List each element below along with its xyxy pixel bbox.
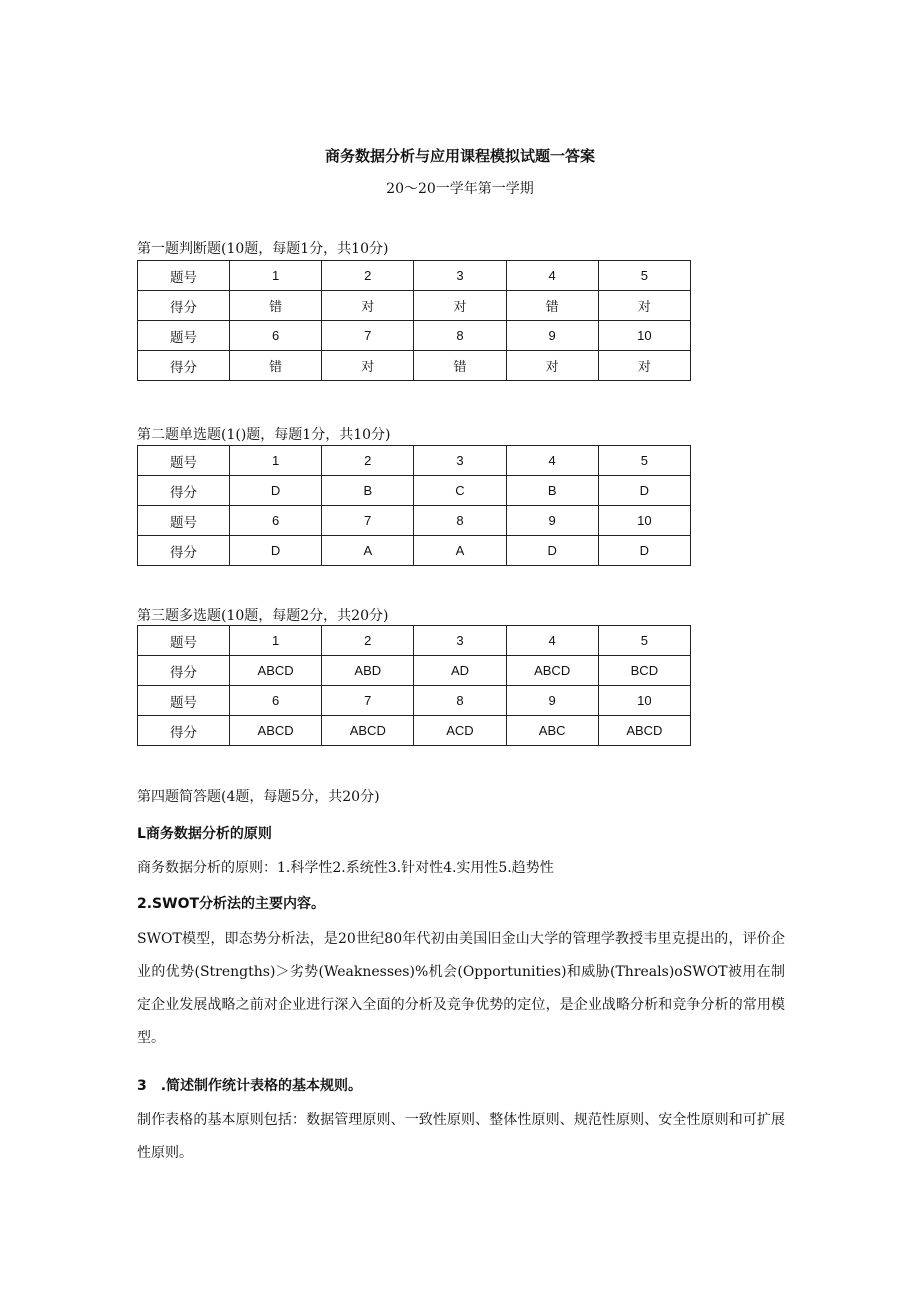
row-label-cell: 题号 [138, 626, 230, 656]
table-cell: 对 [506, 351, 598, 381]
table-cell: 10 [598, 686, 690, 716]
table-cell: ABCD [230, 656, 322, 686]
table-cell: 9 [506, 321, 598, 351]
table-cell: 错 [506, 291, 598, 321]
table-row [138, 291, 691, 321]
table-cell: 3 [414, 446, 506, 476]
section1-table [137, 260, 691, 381]
table-cell: 3 [414, 261, 506, 291]
section4-heading: 第四题简答题(4题，每题5分，共20分) [137, 789, 380, 805]
question-1-heading: L商务数据分析的原则 [137, 826, 272, 842]
row-label-cell: 得分 [138, 291, 230, 321]
table-row [138, 506, 691, 536]
table-cell: 10 [598, 321, 690, 351]
table-cell: 2 [322, 261, 414, 291]
question-2-heading: 2.SWOT分析法的主要内容。 [137, 896, 326, 912]
table-cell: 6 [230, 506, 322, 536]
table-cell: 10 [598, 506, 690, 536]
document-title: 商务数据分析与应用课程模拟试题一答案 [324, 147, 595, 165]
row-label-cell: 题号 [138, 506, 230, 536]
table-row [138, 261, 691, 291]
table-cell: ABC [506, 716, 598, 746]
row-label-cell: 题号 [138, 321, 230, 351]
table-cell: ABCD [506, 656, 598, 686]
table-cell: 5 [598, 626, 690, 656]
section1-heading: 第一题判断题(10题，每题1分，共10分) [137, 241, 389, 257]
row-label-cell: 得分 [138, 656, 230, 686]
section2-heading: 第二题单选题(1()题，每题1分，共10分) [137, 427, 391, 443]
document-subtitle: 20～20一学年第一学期 [386, 181, 534, 197]
row-label-cell: 得分 [138, 351, 230, 381]
section2-table [137, 445, 691, 566]
table-cell: 3 [414, 626, 506, 656]
table-cell: C [414, 476, 506, 506]
table-row [138, 626, 691, 656]
table-cell: ABD [322, 656, 414, 686]
table-cell: ABCD [322, 716, 414, 746]
table-cell: 1 [230, 261, 322, 291]
table-cell: 4 [506, 261, 598, 291]
table-cell: 对 [598, 291, 690, 321]
table-cell: D [230, 536, 322, 566]
table-cell: ACD [414, 716, 506, 746]
row-label-cell: 得分 [138, 716, 230, 746]
table-cell: 5 [598, 261, 690, 291]
table-row [138, 351, 691, 381]
table-cell: 1 [230, 626, 322, 656]
table-cell: 对 [414, 291, 506, 321]
table-row [138, 686, 691, 716]
table-cell: B [506, 476, 598, 506]
table-cell: 错 [230, 291, 322, 321]
table-cell: A [414, 536, 506, 566]
question-1-answer: 商务数据分析的原则：1.科学性2.系统性3.针对性4.实用性5.趋势性 [137, 860, 554, 876]
row-label-cell: 得分 [138, 476, 230, 506]
table-row [138, 716, 691, 746]
question-3-answer: 制作表格的基本原则包括：数据管理原则、一致性原则、整体性原则、规范性原则、安全性原则和可扩展性原则。 [137, 1112, 785, 1161]
table-cell: 1 [230, 446, 322, 476]
table-cell: 2 [322, 446, 414, 476]
table-cell: ABCD [598, 716, 690, 746]
table-cell: D [230, 476, 322, 506]
table-cell: 对 [322, 291, 414, 321]
table-cell: 7 [322, 686, 414, 716]
table-cell: 9 [506, 686, 598, 716]
table-cell: 2 [322, 626, 414, 656]
table-cell: 5 [598, 446, 690, 476]
table-cell: 4 [506, 626, 598, 656]
table-cell: 8 [414, 506, 506, 536]
table-cell: 7 [322, 321, 414, 351]
row-label-cell: 题号 [138, 446, 230, 476]
section3-table [137, 625, 691, 746]
table-cell: 错 [230, 351, 322, 381]
question-3-heading: 3 .简述制作统计表格的基本规则。 [137, 1078, 363, 1094]
table-cell: 8 [414, 686, 506, 716]
table-cell: D [598, 476, 690, 506]
table-cell: ABCD [230, 716, 322, 746]
table-cell: D [598, 536, 690, 566]
table-row [138, 536, 691, 566]
table-row [138, 321, 691, 351]
table-cell: 对 [322, 351, 414, 381]
table-cell: B [322, 476, 414, 506]
table-cell: 错 [414, 351, 506, 381]
table-row [138, 446, 691, 476]
table-row [138, 476, 691, 506]
table-cell: 对 [598, 351, 690, 381]
table-cell: 6 [230, 686, 322, 716]
table-cell: 6 [230, 321, 322, 351]
table-row [138, 656, 691, 686]
row-label-cell: 得分 [138, 536, 230, 566]
table-cell: D [506, 536, 598, 566]
table-cell: 8 [414, 321, 506, 351]
table-cell: A [322, 536, 414, 566]
table-cell: 7 [322, 506, 414, 536]
table-cell: AD [414, 656, 506, 686]
row-label-cell: 题号 [138, 261, 230, 291]
question-2-answer: SWOT模型，即态势分析法，是20世纪80年代初由美国旧金山大学的管理学教授韦里克提出的，评价企业的优势(Strengths)＞劣势(Weaknesses)%机会(Opportunities)和威胁(Threals)oSWOT被用在制定企业发展战略之前对企业进行深入全面的分析及竞争优势的定位，是企业战略分析和竞争分析的常用模型。 [137, 931, 785, 1046]
row-label-cell: 题号 [138, 686, 230, 716]
table-cell: 9 [506, 506, 598, 536]
table-cell: BCD [598, 656, 690, 686]
section3-heading: 第三题多选题(10题，每题2分，共20分) [137, 608, 389, 624]
table-cell: 4 [506, 446, 598, 476]
